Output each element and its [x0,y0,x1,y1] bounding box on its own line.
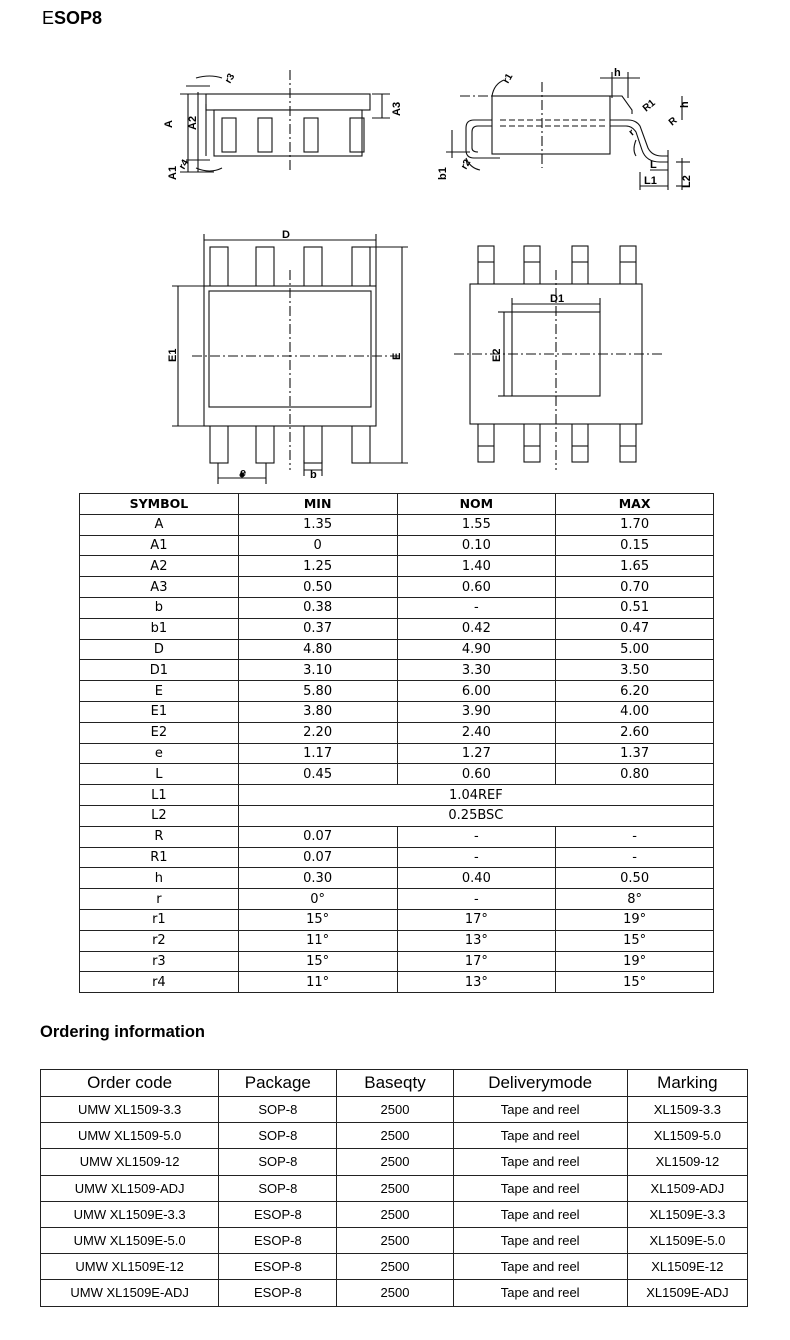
table-cell: 1.27 [397,743,556,764]
table-cell: UMW XL1509-5.0 [41,1123,219,1149]
title-rest: SOP8 [54,8,103,28]
table-cell: r [80,889,239,910]
dimensions-table [79,493,714,993]
table-cell: 0.45 [238,764,397,785]
table-cell: A1 [80,535,239,556]
title-lead: E [42,8,55,28]
table-row [80,826,714,847]
table-cell: 13° [397,930,556,951]
table-cell: 11° [238,930,397,951]
table-cell: - [397,597,556,618]
table-cell: 3.50 [556,660,714,681]
table-cell: XL1509-3.3 [627,1097,747,1123]
table-cell: R [80,826,239,847]
table-cell: UMW XL1509E-3.3 [41,1201,219,1227]
dimensions-body [80,514,714,992]
table-cell: 19° [556,951,714,972]
top-view [172,234,408,484]
table-cell: UMW XL1509E-5.0 [41,1227,219,1253]
table-row [80,577,714,598]
table-cell: 2500 [337,1149,453,1175]
table-cell: UMW XL1509E-12 [41,1254,219,1280]
table-cell: 2500 [337,1201,453,1227]
table-cell: L [80,764,239,785]
table-cell: 1.35 [238,514,397,535]
table-row [41,1254,748,1280]
table-cell: E1 [80,701,239,722]
table-row [41,1201,748,1227]
table-row [41,1227,748,1253]
table-cell: 1.37 [556,743,714,764]
table-cell: Tape and reel [453,1149,627,1175]
header-package: Package [219,1070,337,1097]
table-row [41,1280,748,1306]
table-row [80,743,714,764]
table-cell: XL1509E-ADJ [627,1280,747,1306]
table-cell: SOP-8 [219,1123,337,1149]
bottom-view [454,246,664,470]
table-cell: 3.90 [397,701,556,722]
label-b1: b1 [437,167,449,180]
table-cell: - [556,826,714,847]
table-row [80,556,714,577]
table-cell: r3 [80,951,239,972]
table-cell: 2500 [337,1123,453,1149]
table-cell: 13° [397,972,556,993]
table-cell: SOP-8 [219,1175,337,1201]
table-cell: XL1509-12 [627,1149,747,1175]
label-r3: r3 [223,71,238,86]
package-drawing [0,0,790,490]
table-cell: Tape and reel [453,1097,627,1123]
table-cell: XL1509E-12 [627,1254,747,1280]
table-row [80,660,714,681]
table-cell: 15° [556,972,714,993]
dimensions-header-row [80,494,714,515]
header-symbol: SYMBOL [80,494,239,515]
label-h-top: h [614,67,621,79]
table-row [80,597,714,618]
table-row [80,972,714,993]
ordering-header-row [41,1070,748,1097]
table-cell: ESOP-8 [219,1254,337,1280]
header-max: MAX [556,494,714,515]
table-row [80,514,714,535]
table-cell: - [397,889,556,910]
label-A2: A2 [187,115,199,130]
label-e: e [240,467,247,479]
label-r: r [626,127,637,139]
table-cell: SOP-8 [219,1097,337,1123]
table-row [80,909,714,930]
table-cell: 0.50 [556,868,714,889]
table-cell: 2500 [337,1254,453,1280]
table-cell: ESOP-8 [219,1227,337,1253]
table-cell: 0° [238,889,397,910]
table-cell: 15° [556,930,714,951]
header-min: MIN [238,494,397,515]
table-cell: 0.60 [397,577,556,598]
label-r4: r4 [177,157,192,172]
label-E2: E2 [491,348,503,362]
ordering-body [41,1097,748,1307]
table-cell: XL1509-5.0 [627,1123,747,1149]
table-cell: UMW XL1509-ADJ [41,1175,219,1201]
label-E: E [391,352,403,360]
table-cell: Tape and reel [453,1227,627,1253]
table-cell: 3.80 [238,701,397,722]
ordering-table [40,1069,748,1307]
table-cell: 1.40 [397,556,556,577]
table-cell: A [80,514,239,535]
table-cell: 2500 [337,1227,453,1253]
header-marking: Marking [627,1070,747,1097]
table-cell: r4 [80,972,239,993]
table-cell: 5.80 [238,681,397,702]
table-cell: r1 [80,909,239,930]
table-cell: - [397,826,556,847]
table-cell: UMW XL1509-3.3 [41,1097,219,1123]
table-cell: 2500 [337,1097,453,1123]
table-row [80,764,714,785]
table-row [80,930,714,951]
table-cell: 1.04REF [238,785,713,806]
table-cell: ESOP-8 [219,1201,337,1227]
table-row [80,722,714,743]
label-L: L [650,159,657,171]
table-cell: UMW XL1509E-ADJ [41,1280,219,1306]
label-b: b [310,469,317,481]
table-cell: L1 [80,785,239,806]
header-deliverymode: Deliverymode [453,1070,627,1097]
table-cell: 15° [238,909,397,930]
table-cell: b1 [80,618,239,639]
table-cell: 0.60 [397,764,556,785]
table-cell: b [80,597,239,618]
table-row [80,847,714,868]
table-row [80,868,714,889]
header-baseqty: Baseqty [337,1070,453,1097]
table-cell: 2.40 [397,722,556,743]
table-cell: 4.80 [238,639,397,660]
table-row [41,1123,748,1149]
table-cell: A3 [80,577,239,598]
table-cell: 0.40 [397,868,556,889]
label-R: R [666,115,680,129]
table-row [80,785,714,806]
table-cell: UMW XL1509-12 [41,1149,219,1175]
table-row [80,681,714,702]
table-row [80,535,714,556]
table-cell: 5.00 [556,639,714,660]
table-cell: r2 [80,930,239,951]
label-E1: E1 [167,348,179,362]
table-cell: 1.70 [556,514,714,535]
table-cell: 8° [556,889,714,910]
label-r2: r2 [459,157,474,172]
table-cell: D [80,639,239,660]
table-cell: - [397,847,556,868]
label-L2: L2 [681,175,693,188]
table-cell: XL1509-ADJ [627,1175,747,1201]
table-cell: E2 [80,722,239,743]
table-cell: 0.30 [238,868,397,889]
table-cell: Tape and reel [453,1123,627,1149]
label-D: D [282,229,290,241]
label-A1: A1 [167,165,179,180]
table-cell: L2 [80,805,239,826]
table-row [80,805,714,826]
label-D1: D1 [550,293,565,305]
table-cell: XL1509E-3.3 [627,1201,747,1227]
label-h-side: h [679,101,691,108]
table-row [80,701,714,722]
table-cell: A2 [80,556,239,577]
table-cell: R1 [80,847,239,868]
table-cell: 0.70 [556,577,714,598]
table-cell: ESOP-8 [219,1280,337,1306]
table-cell: 0.07 [238,826,397,847]
table-row [80,639,714,660]
table-cell: 11° [238,972,397,993]
table-cell: 6.20 [556,681,714,702]
header-order-code: Order code [41,1070,219,1097]
label-A3: A3 [391,101,403,116]
table-cell: Tape and reel [453,1254,627,1280]
table-row [80,889,714,910]
table-cell: - [556,847,714,868]
table-row [80,618,714,639]
table-cell: 4.90 [397,639,556,660]
table-row [80,951,714,972]
table-cell: 0.38 [238,597,397,618]
label-r1: r1 [501,71,516,86]
table-cell: 0.51 [556,597,714,618]
table-cell: 0.42 [397,618,556,639]
label-R1: R1 [640,97,658,115]
table-cell: 3.10 [238,660,397,681]
table-cell: 2.20 [238,722,397,743]
table-cell: 17° [397,909,556,930]
table-cell: 0.15 [556,535,714,556]
label-L1: L1 [644,175,657,187]
table-cell: Tape and reel [453,1175,627,1201]
table-cell: e [80,743,239,764]
table-cell: 2.60 [556,722,714,743]
table-cell: D1 [80,660,239,681]
table-cell: Tape and reel [453,1201,627,1227]
table-cell: 1.17 [238,743,397,764]
side-view-right [446,72,690,190]
table-cell: Tape and reel [453,1280,627,1306]
table-cell: 0.25BSC [238,805,713,826]
label-A: A [163,120,175,128]
table-row [41,1097,748,1123]
table-cell: 0.10 [397,535,556,556]
table-cell: E [80,681,239,702]
table-cell: 2500 [337,1280,453,1306]
side-view-left [180,70,390,172]
table-cell: SOP-8 [219,1149,337,1175]
table-cell: 1.25 [238,556,397,577]
table-cell: 1.55 [397,514,556,535]
table-cell: 17° [397,951,556,972]
table-cell: 0.07 [238,847,397,868]
table-cell: 0 [238,535,397,556]
table-row [41,1175,748,1201]
table-cell: 6.00 [397,681,556,702]
table-cell: 4.00 [556,701,714,722]
table-cell: 0.37 [238,618,397,639]
table-cell: 2500 [337,1175,453,1201]
table-cell: 1.65 [556,556,714,577]
table-cell: 0.80 [556,764,714,785]
table-cell: XL1509E-5.0 [627,1227,747,1253]
table-cell: 19° [556,909,714,930]
ordering-title: Ordering information [40,1023,205,1041]
table-cell: 15° [238,951,397,972]
table-row [41,1149,748,1175]
table-cell: 0.47 [556,618,714,639]
table-cell: 3.30 [397,660,556,681]
table-cell: 0.50 [238,577,397,598]
header-nom: NOM [397,494,556,515]
table-cell: h [80,868,239,889]
